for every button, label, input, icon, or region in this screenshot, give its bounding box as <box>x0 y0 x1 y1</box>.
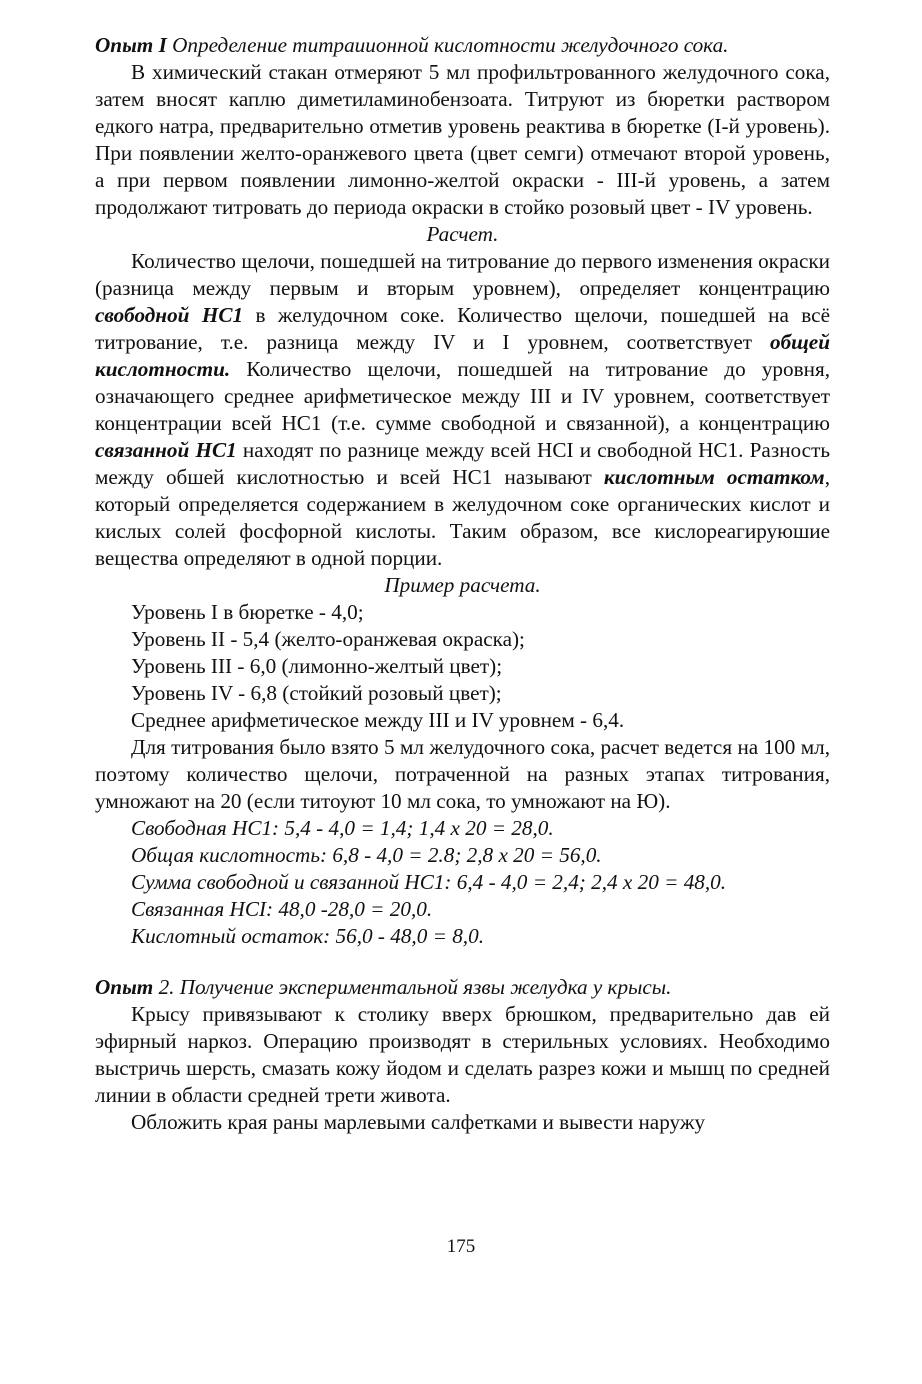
calc-line: Сумма свободной и связанной НС1: 6,4 - 4,0 = 2,4; 2,4 х 20 = 48,0. <box>131 870 727 894</box>
experiment-1-label: Опыт I <box>95 33 167 57</box>
term-acid-residue: кислотным остатком <box>603 465 825 489</box>
calc-text-4: находят по разнице между всей НСI и свободной НС1. Разность между обшей кислотностью и всей НС1 называют <box>95 438 830 489</box>
experiment-1-title: Определение титраиионной кислотности желудочного сока. <box>166 33 729 57</box>
calc-text-3: Количество щелочи, пошедшей на титрование до уровня, означающего среднее арифметическое между III и IV уровнем, соответствует концентрации всей НС1 (т.е. сумме свободной и связанной), а концентрацию <box>95 357 830 435</box>
calc-line: Свободная НС1: 5,4 - 4,0 = 1,4; 1,4 х 20 = 28,0. <box>131 816 554 840</box>
level-line: Уровень III - 6,0 (лимонно-желтый цвет); <box>131 654 503 678</box>
section-gap <box>95 950 830 974</box>
calc-text-1: Количество щелочи, пошедшей на титрование до первого изменения окраски (разница между первым и вторым уровнем), определяет концентрацию <box>95 249 830 300</box>
calculation-paragraph <box>95 248 830 572</box>
term-free-hcl: свободной НС1 <box>95 303 244 327</box>
volume-paragraph: Для титрования было взято 5 мл желудочного сока, расчет ведется на 100 мл, поэтому количество щелочи, потраченной на разных этапах титрования, умножают на 20 (если титоуют 10 мл сока, то умножают на Ю). <box>95 735 830 813</box>
calculation-heading: Расчет. <box>426 222 499 246</box>
experiment-2-heading <box>95 974 830 1001</box>
level-line: Уровень IV - 6,8 (стойкий розовый цвет); <box>131 681 502 705</box>
term-total-acidity: общей кислотности. <box>95 330 830 381</box>
calc-text-2: в желудочном соке. Количество щелочи, пошедшей на всё титрование, т.е. разница между IV и I уровнем, соответствует <box>95 303 830 354</box>
calc-line: Кислотный остаток: 56,0 - 48,0 = 8,0. <box>131 924 484 948</box>
experiment-2-paragraph-2: Обложить края раны марлевыми салфетками и вывести наружу <box>131 1110 706 1134</box>
level-line: Уровень I в бюретке - 4,0; <box>131 600 364 624</box>
experiment-2-label: Опыт <box>95 975 154 999</box>
calc-line: Связанная НСI: 48,0 -28,0 = 20,0. <box>131 897 433 921</box>
experiment-1-heading <box>95 32 830 59</box>
page-number: 175 <box>446 1236 476 1257</box>
calc-text-5: , который определяется содержанием в желудочном соке органических кислот и кислых солей фосфорной кислоты. Таким образом, все кислореагируюшие вещества определяют в одной порции. <box>95 465 830 570</box>
calc-line: Общая кислотность: 6,8 - 4,0 = 2.8; 2,8 х 20 = 56,0. <box>131 843 602 867</box>
experiment-2-title: 2. Получение экспериментальной язвы желудка у крысы. <box>153 975 672 999</box>
term-bound-hcl: связанной НС1 <box>95 438 237 462</box>
level-line: Уровень II - 5,4 (желто-оранжевая окраска); <box>131 627 525 651</box>
experiment-1-intro: В химический стакан отмеряют 5 мл профильтрованного желудочного сока, затем вносят каплю диметиламинобензоата. Титруют из бюретки раствором едкого натра, предварительно отметив уровень реактива в бюретке (I-й уровень). При появлении желто-оранжевого цвета (цвет семги) отмечают второй уровень, а при первом появлении лимонно-желтой окраски - III-й уровень, а затем продолжают титровать до периода окраски в стойко розовый цвет - IV уровень. <box>95 60 830 219</box>
page-content <box>95 32 830 1136</box>
experiment-2-paragraph-1: Крысу привязывают к столику вверх брюшком, предварительно дав ей эфирный наркоз. Операцию производят в стерильных условиях. Необходимо выстричь шерсть, смазать кожу йодом и сделать разрез кожи и мышц по средней линии в области средней трети живота. <box>95 1002 830 1107</box>
example-heading: Пример расчета. <box>384 573 541 597</box>
mean-level-line: Среднее арифметическое между III и IV уровнем - 6,4. <box>131 708 625 732</box>
